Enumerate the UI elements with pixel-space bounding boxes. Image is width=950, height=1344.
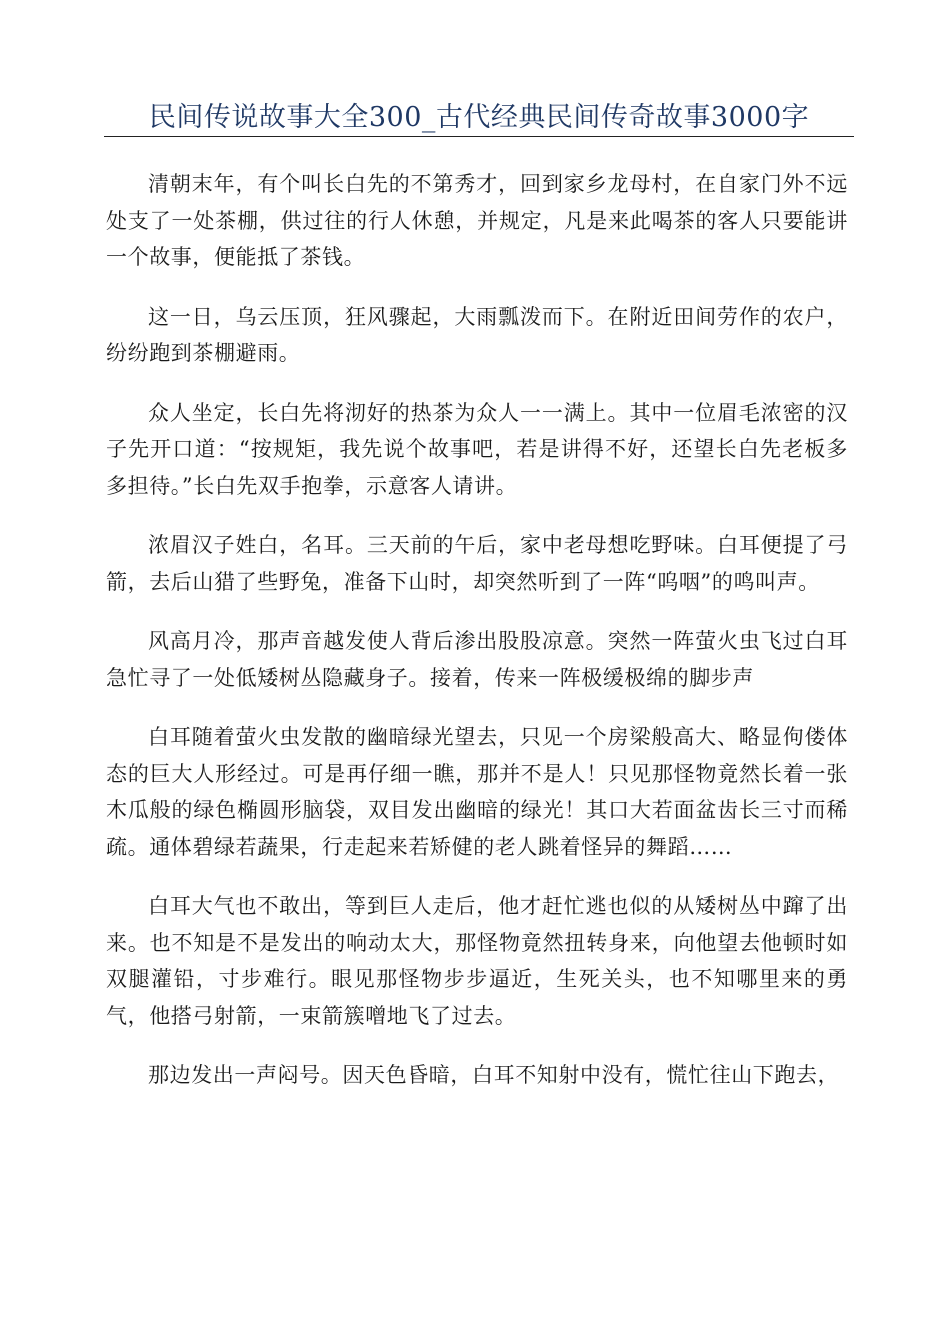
paragraph-7: 白耳大气也不敢出，等到巨人走后，他才赶忙逃也似的从矮树丛中蹿了出来。也不知是不是发出的响动太大，那怪物竟然扭转身来，向他望去他顿时如双腿灌铅，寸步难行。眼见那怪物步步逼近，生死关头，也不知哪里来的勇气，他搭弓射箭，一束箭簇噌地飞了过去。 <box>106 894 848 1028</box>
paragraph-4: 浓眉汉子姓白，名耳。三天前的午后，家中老母想吃野味。白耳便提了弓箭，去后山猎了些野兔，准备下山时，却突然听到了一阵“呜咽”的鸣叫声。 <box>106 533 848 594</box>
title-row <box>104 100 854 137</box>
story-body <box>106 166 848 1117</box>
paragraph-6: 白耳随着萤火虫发散的幽暗绿光望去，只见一个房梁般高大、略显佝偻体态的巨大人形经过。可是再仔细一瞧，那并不是人！只见那怪物竟然长着一张木瓜般的绿色椭圆形脑袋，双目发出幽暗的绿光！其口大若面盆齿长三寸而稀疏。通体碧绿若蔬果，行走起来若矫健的老人跳着怪异的舞蹈…… <box>106 725 848 859</box>
paragraph-1: 清朝末年，有个叫长白先的不第秀才，回到家乡龙母村，在自家门外不远处支了一处茶棚，供过往的行人休憩，并规定，凡是来此喝茶的客人只要能讲一个故事，便能抵了茶钱。 <box>106 172 848 269</box>
paragraph-5: 风高月冷，那声音越发使人背后渗出股股凉意。突然一阵萤火虫飞过白耳急忙寻了一处低矮树丛隐藏身子。接着，传来一阵极缓极绵的脚步声 <box>106 629 848 690</box>
paragraph-3: 众人坐定，长白先将沏好的热茶为众人一一满上。其中一位眉毛浓密的汉子先开口道：“按规矩，我先说个故事吧，若是讲得不好，还望长白先老板多多担待。”长白先双手抱拳，示意客人请讲。 <box>106 400 848 498</box>
page-title: 民间传说故事大全300_古代经典民间传奇故事3000字 <box>148 102 810 133</box>
paragraph-8: 那边发出一声闷号。因天色昏暗，白耳不知射中没有，慌忙往山下跑去， <box>148 1063 840 1087</box>
paragraph-2: 这一日，乌云压顶，狂风骤起，大雨瓢泼而下。在附近田间劳作的农户，纷纷跑到茶棚避雨。 <box>106 304 848 365</box>
